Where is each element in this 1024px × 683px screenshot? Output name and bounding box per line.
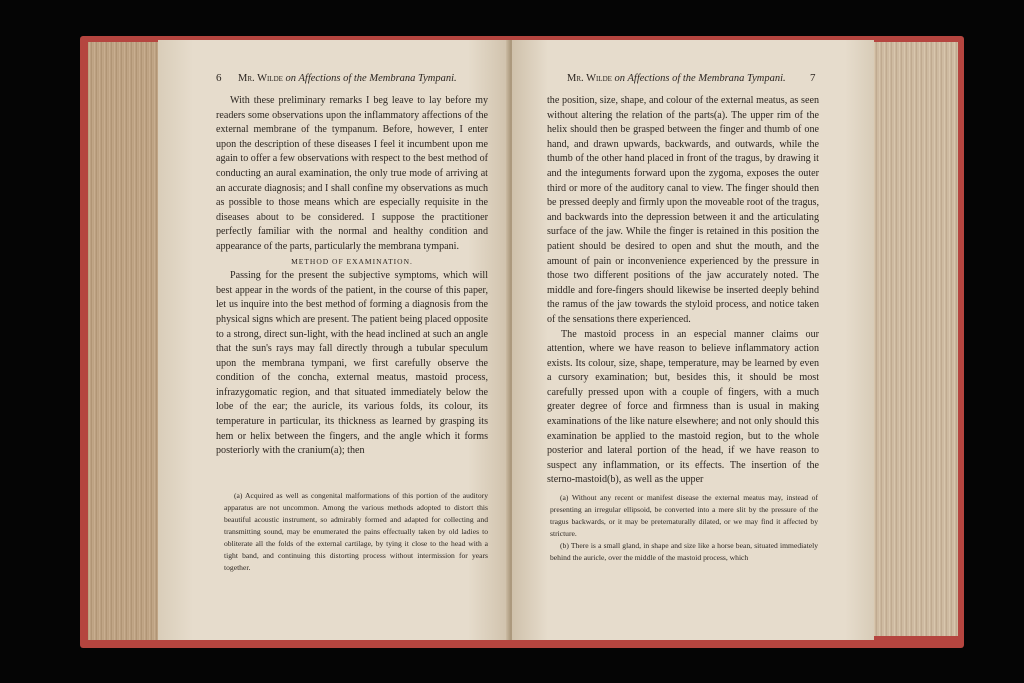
left-footnotes bbox=[224, 490, 488, 574]
right-paragraph-2: The mastoid process in an especial manner claims our attention, where we have reason to believe inflammatory action exists. Its colour, size, shape, temperature, may be learned by even a cursory examination; but, besides this, it should be most carefully pressed upon with a couple of fingers, with a much greater degree of force and firmness than is usual in making examinations of the like nature elsewhere; and not only should this examination be applied to the mastoid region, but to the whole posterior and lateral portion of the head, if we have reason to suspect any inflammation, or its effects. The insertion of the sterno-mastoid(b), as well as the upper bbox=[547, 328, 819, 486]
left-page-edges bbox=[88, 42, 164, 640]
running-header-left bbox=[238, 73, 498, 84]
header-title-left: on Affections of the Membrana Tympani. bbox=[285, 73, 457, 84]
left-page bbox=[158, 40, 510, 640]
right-body-text bbox=[547, 94, 819, 488]
left-body-text bbox=[216, 94, 488, 459]
running-header-right bbox=[567, 73, 822, 84]
page-number-left: 6 bbox=[216, 72, 222, 84]
left-footnote-a: (a) Acquired as well as congenital malformations of this portion of the auditory apparatus are not uncommon. Among the various methods adopted to distort this beautiful acoustic instrument, so admirably formed and adapted for collecting and transmitting sound, may be enumerated the pains effectually taken by old ladies to obliterate all the folds of the external cartilage, by tying it close to the head with a tight band, and continuing this distorting process without intermission for years together. bbox=[224, 491, 488, 572]
right-footnote-a: (a) Without any recent or manifest disease the external meatus may, instead of presenting an irregular ellipsoid, be converted into a mere slit by the pressure of the tragus backwards, or it may be preternaturally dilated, or we may find it affected by stricture. bbox=[550, 493, 818, 538]
right-paragraph-1: the position, size, shape, and colour of the external meatus, as seen without altering the relation of the parts(a). The upper rim of the helix should then be grasped between the finger and thumb of one hand, and drawn upwards, backwards, and outwards, while the thumb of the other hand placed in front of the tragus, by drawing it and the integuments forward upon the zygoma, exposes the outer third or more of the auditory canal to view. The finger should then be pressed deeply and firmly upon the moveable root of the tragus, and backwards into the depression between it and the articulating surface of the jaw. While the finger is retained in this position the patient should be desired to open and shut the mouth, and the amount of pain or inconvenience experienced by the pressure in those two different positions of the jaw accurately noted. The middle and fore-fingers should likewise be inserted deeply behind the ramus of the jaw towards the styloid process, and notice taken of the sensations there experienced. bbox=[547, 95, 819, 325]
header-title-right: on Affections of the Membrana Tympani. bbox=[614, 73, 786, 84]
right-footnotes bbox=[550, 492, 818, 564]
left-paragraph-2: Passing for the present the subjective symptoms, which will best appear in the words of the patient, in the course of this paper, let us inquire into the best method of forming a diagnosis from the physical signs which are present. The patient being placed opposite to a strong, direct sun-light, with the head inclined at such an angle that the sun's rays may fall directly through a tubular speculum upon the membrana tympani, we first carefully observe the condition of the concha, external meatus, mastoid process, infrazygomatic region, and that situated immediately below the lobe of the ear; the auricle, its various folds, its colour, its temperature in particular, its thickness as learned by grasping its hem or helix between the fingers, and the angle which it forms posteriorly with the cranium(a); then bbox=[216, 270, 488, 457]
right-page bbox=[512, 40, 874, 640]
page-number-right: 7 bbox=[810, 72, 816, 84]
section-heading: METHOD OF EXAMINATION. bbox=[291, 256, 413, 266]
header-author-left: Mr. Wilde bbox=[238, 73, 283, 84]
header-author-right: Mr. Wilde bbox=[567, 73, 612, 84]
left-paragraph-1: With these preliminary remarks I beg leave to lay before my readers some observations upon the inflammatory affections of the external membrane of the tympanum. Before, however, I enter upon the description of these diseases I feel it incumbent upon me again to offer a few observations with respect to the best method of conducting an aural examination, the only true mode of arriving at an accurate diagnosis; and I shall confine my observations as much as possible to those means which are especially requisite in the diseases about to be considered. I suppose the practitioner perfectly familiar with the normal and healthy condition and appearance of the parts, particularly the membrana tympani. bbox=[216, 95, 488, 252]
right-page-edges bbox=[868, 42, 958, 636]
right-footnote-b: (b) There is a small gland, in shape and size like a horse bean, situated immediately behind the auricle, over the middle of the mastoid process, which bbox=[550, 541, 818, 562]
